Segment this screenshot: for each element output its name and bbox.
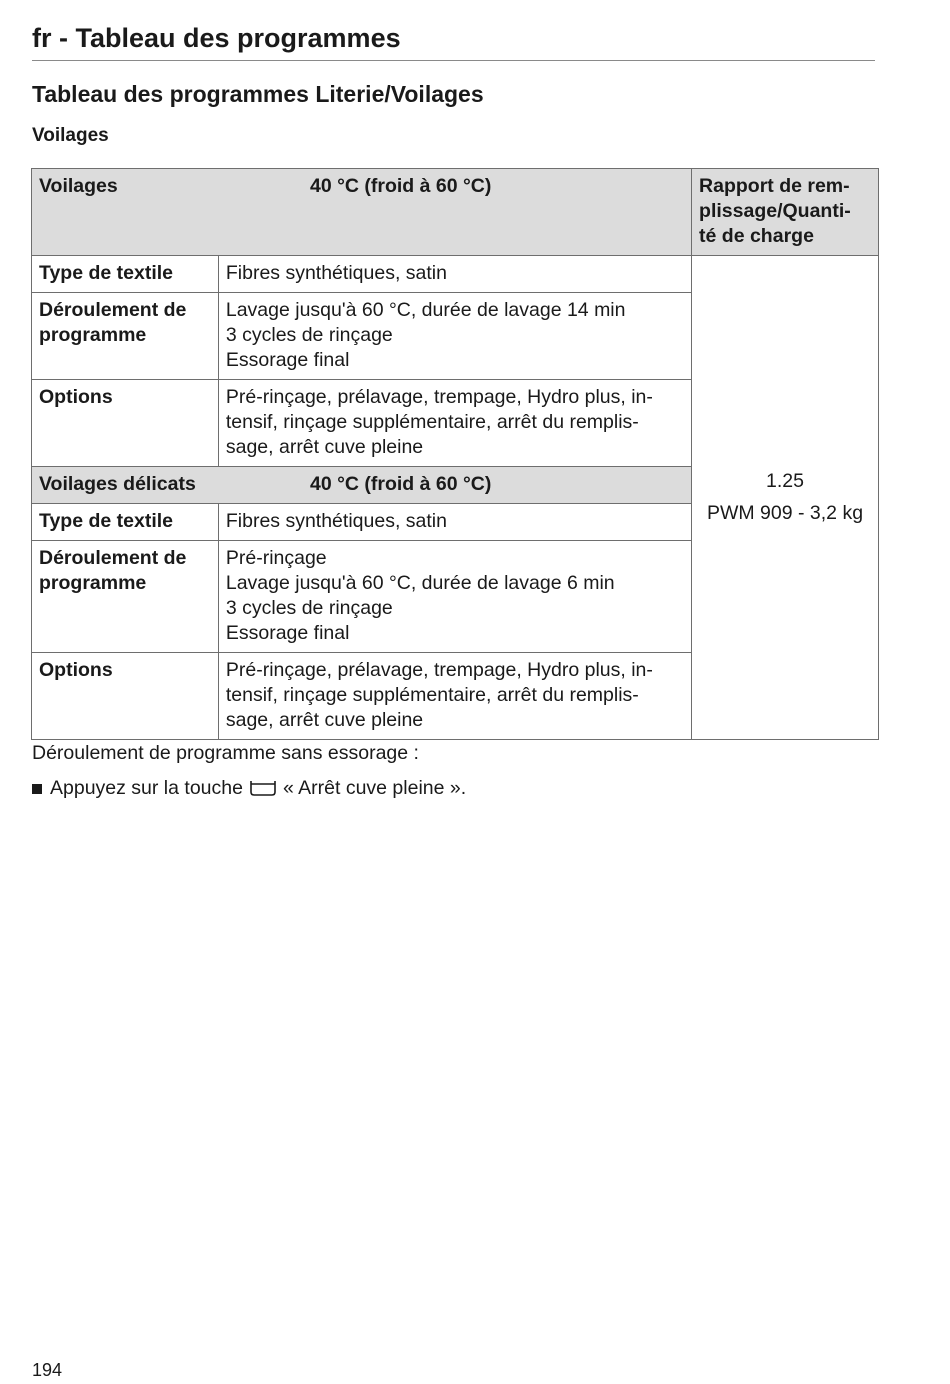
row-value: Pré-rinçage Lavage jusqu'à 60 °C, durée de lavage 6 min 3 cycles de rinçage Essorage final <box>218 541 691 653</box>
note-step-after: « Arrêt cuve pleine ». <box>282 777 467 799</box>
note-step-before: Appuyez sur la touche <box>50 777 243 799</box>
note-step <box>32 775 466 801</box>
bullet-square-icon <box>32 784 42 794</box>
ratio-value: 1.25 <box>766 469 804 492</box>
program-name: Voilages délicats <box>39 473 196 495</box>
program-header-row <box>32 169 879 256</box>
program-table <box>31 168 879 740</box>
row-label: Type de textile <box>32 504 219 541</box>
row-label: Déroulement de programme <box>32 293 219 380</box>
row-value: Fibres synthétiques, satin <box>218 504 691 541</box>
program-header-cell <box>32 467 692 504</box>
ratio-header: Rapport de rem- plissage/Quanti- té de charge <box>692 169 879 256</box>
row-value: Pré-rinçage, prélavage, trempage, Hydro plus, in- tensif, rinçage supplémentaire, arrêt du remplis- sage, arrêt cuve pleine <box>218 380 691 467</box>
ratio-model: PWM 909 - 3,2 kg <box>706 501 864 524</box>
section-subtitle: Voilages <box>32 125 109 146</box>
tub-icon <box>249 779 277 797</box>
program-header-cell <box>32 169 692 256</box>
row-label: Options <box>32 653 219 740</box>
row-value: Pré-rinçage, prélavage, trempage, Hydro plus, in- tensif, rinçage supplémentaire, arrêt du remplis- sage, arrêt cuve pleine <box>218 653 691 740</box>
page-number: 194 <box>32 1360 63 1380</box>
page-header: fr - Tableau des programmes <box>32 20 875 61</box>
table-row <box>32 256 879 293</box>
program-temperature: 40 °C (froid à 60 °C) <box>310 175 492 197</box>
program-temperature: 40 °C (froid à 60 °C) <box>310 473 492 495</box>
ratio-cell <box>692 256 879 740</box>
program-name: Voilages <box>39 175 118 197</box>
row-label: Type de textile <box>32 256 219 293</box>
row-value: Lavage jusqu'à 60 °C, durée de lavage 14 min 3 cycles de rinçage Essorage final <box>218 293 691 380</box>
row-value: Fibres synthétiques, satin <box>218 256 691 293</box>
note-intro: Déroulement de programme sans essorage : <box>32 742 419 764</box>
row-label: Options <box>32 380 219 467</box>
section-title: Tableau des programmes Literie/Voilages <box>32 81 484 107</box>
row-label: Déroulement de programme <box>32 541 219 653</box>
